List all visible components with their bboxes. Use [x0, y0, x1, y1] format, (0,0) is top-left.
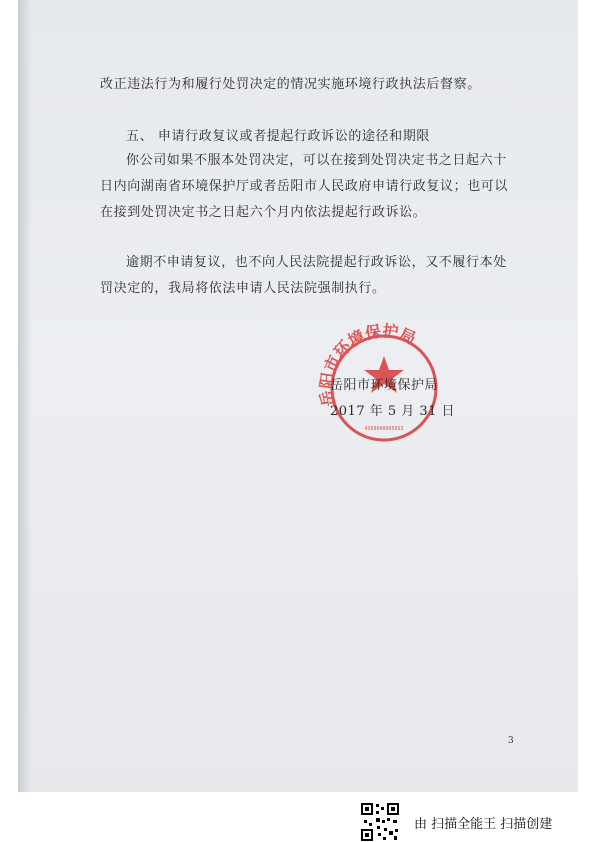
qr-code-icon [360, 802, 400, 842]
page-number: 3 [508, 736, 514, 746]
signature-date: 2017 年 5 月 31 日 [330, 404, 456, 419]
paragraph-appeal-rights: 你公司如果不服本处罚决定，可以在接到处罚决定书之日起六十日内向湖南省环境保护厅或者岳阳市人民政府申请行政复议；也可以在接到处罚决定书之日起六个月内依法提起行政诉讼。 [100, 153, 509, 220]
section-heading-appeal: 五、 申请行政复议或者提起行政诉讼的途径和期限 [126, 129, 430, 144]
paragraph-enforcement: 逾期不申请复议，也不向人民法院提起行政诉讼，又不履行本处罚决定的，我局将依法申请人民法院强制执行。 [100, 255, 507, 296]
signature-organization: 岳阳市环境保护局 [330, 378, 439, 393]
svg-text:4309000005893: 4309000005893 [364, 426, 404, 432]
scanned-page [18, 0, 578, 792]
watermark-text: 由 扫描全能王 扫描创建 [414, 816, 553, 832]
scanner-watermark [360, 802, 590, 842]
svg-text:岳阳市环境保护局: 岳阳市环境保护局 [316, 321, 419, 408]
paragraph-supervision: 改正违法行为和履行处罚决定的情况实施环境行政执法后督察。 [100, 77, 481, 92]
